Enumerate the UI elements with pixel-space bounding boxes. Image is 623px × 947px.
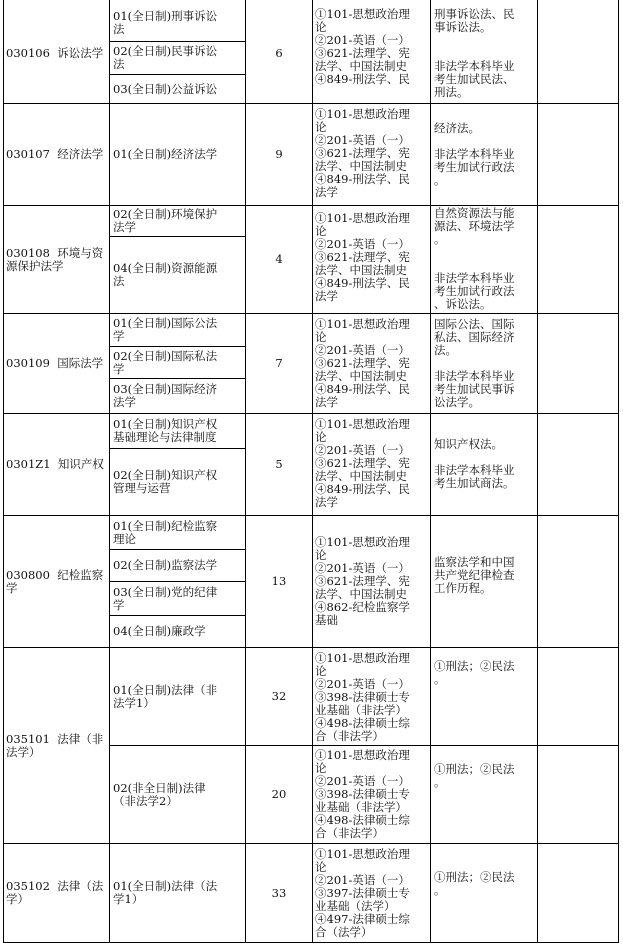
exam-subjects: ①101-思想政治理 论 ②201-英语（一） ③621-法理学、宪 法学、中国法制史 ④862-纪检监察学 基础 bbox=[315, 535, 410, 627]
direction-cell: 02(全日制)民事诉讼 法 bbox=[113, 44, 218, 71]
notes-cell: 知识产权法。 非法学本科毕业 考生加试商法。 bbox=[434, 438, 515, 490]
enrollment-count: 7 bbox=[275, 356, 283, 370]
enrollment-count: 5 bbox=[275, 457, 283, 471]
exam-subjects: ①101-思想政治理 论 ②201-英语（一） ③621-法理学、宪 法学、中国法制史 ④849-刑法学、民 法学 bbox=[315, 318, 410, 409]
enrollment-count: 9 bbox=[275, 147, 283, 161]
direction-cell: 02(非全日制)法律 （非法学2） bbox=[113, 780, 206, 808]
direction-cell: 03(全日制)国际经济 法学 bbox=[113, 382, 218, 409]
major-code-cell: 030800 纪检监察 学 bbox=[6, 567, 104, 595]
major-code-cell: 030106 诉讼法学 bbox=[6, 46, 104, 60]
exam-subjects: ①101-思想政治理 论 ②201-英语（一） ③397-法律硕士专 业基础（法学） ④497-法律硕士综 合（法学） bbox=[315, 848, 410, 939]
enrollment-count: 33 bbox=[271, 885, 287, 900]
enrollment-count: 32 bbox=[271, 689, 287, 703]
exam-subjects: ①101-思想政治理 论 ②201-英语（一） ③398-法律硕士专 业基础（非法学） ④498-法律硕士综 合（非法学） bbox=[315, 749, 410, 840]
enrollment-count: 6 bbox=[275, 46, 283, 60]
exam-subjects: ①101-思想政治理 论 ②201-英语（一） ③621-法理学、宪 法学、中国法制史 ④849-刑法学、民 法学 bbox=[315, 108, 410, 199]
direction-cell: 01(全日制)经济法学 bbox=[113, 147, 218, 161]
direction-cell: 04(全日制)廉政学 bbox=[113, 624, 206, 638]
col-divider bbox=[109, 0, 110, 943]
col-divider bbox=[312, 0, 313, 943]
notes-cell: 自然资源法与能 源法、环境法学 。 非法学本科毕业 考生加试行政法 、诉讼法。 bbox=[434, 207, 515, 311]
direction-cell: 01(全日制)纪检监察 理论 bbox=[113, 518, 218, 546]
exam-subjects: ①101-思想政治理 论 ②201-英语（一） ③621-法理学、宪 法学、中国法制史 ④849-刑法学、民 法学 bbox=[315, 212, 410, 303]
direction-cell: 02(全日制)知识产权 管理与运营 bbox=[113, 468, 218, 495]
direction-cell: 03(全日制)党的纪律 学 bbox=[113, 584, 218, 612]
major-code-cell: 030107 经济法学 bbox=[6, 147, 104, 161]
major-code-cell: 035101 法律（非 法学） bbox=[6, 731, 104, 759]
exam-subjects: ①101-思想政治理 论 ②201-英语（一） ③621-法理学、宪 法学、中国法制史 ④849-刑法学、民 法学 bbox=[315, 418, 410, 509]
direction-cell: 02(全日制)监察法学 bbox=[113, 558, 218, 572]
col-divider bbox=[537, 0, 538, 943]
notes-cell: ①刑法；②民法 。 bbox=[434, 659, 515, 686]
direction-cell: 04(全日制)资源能源 法 bbox=[113, 261, 218, 288]
exam-subjects: ①101-思想政治理 论 ②201-英语（一） ③621-法理学、宪 法学、中国法制史 ④849-刑法学、民 bbox=[315, 8, 410, 86]
major-code-cell: 030108 环境与资 源保护法学 bbox=[6, 245, 104, 273]
enrollment-count: 4 bbox=[275, 252, 283, 266]
major-code-cell: 035102 法律（法 学） bbox=[6, 879, 104, 906]
notes-cell: 经济法。 非法学本科毕业 考生加试行政法 。 bbox=[434, 122, 515, 187]
notes-cell: 刑事诉讼法、民 事诉讼法。 非法学本科毕业 考生加试民法、 刑法。 bbox=[434, 8, 515, 99]
enrollment-count: 13 bbox=[271, 574, 287, 588]
exam-subjects: ①101-思想政治理 论 ②201-英语（一） ③398-法律硕士专 业基础（非法学） ④498-法律硕士综 合（非法学） bbox=[315, 652, 410, 743]
notes-cell: ①刑法；②民法 。 bbox=[434, 870, 515, 897]
direction-cell: 02(全日制)环境保护 法学 bbox=[113, 207, 218, 234]
notes-cell: 国际公法、国际 私法、国际经济 法。 非法学本科毕业 考生加试民事诉 讼法学。 bbox=[434, 318, 515, 409]
table-border-right bbox=[618, 0, 619, 943]
major-code-cell: 030109 国际法学 bbox=[6, 356, 104, 370]
col-divider bbox=[430, 0, 431, 943]
direction-cell: 01(全日制)国际公法 学 bbox=[113, 316, 218, 343]
direction-cell: 03(全日制)公益诉讼 bbox=[113, 81, 218, 96]
table-border-left bbox=[3, 0, 4, 943]
notes-cell: 监察法学和中国 共产党纪律检查 工作历程。 bbox=[434, 556, 515, 595]
direction-cell: 01(全日制)法律（非 法学1） bbox=[113, 682, 218, 710]
direction-cell: 02(全日制)国际私法 学 bbox=[113, 348, 218, 376]
direction-cell: 01(全日制)刑事诉讼 法 bbox=[113, 8, 218, 36]
direction-cell: 01(全日制)知识产权 基础理论与法律制度 bbox=[113, 417, 218, 444]
table-border-bottom bbox=[3, 942, 619, 943]
major-code-cell: 0301Z1 知识产权 bbox=[6, 457, 104, 471]
direction-cell: 01(全日制)法律（法 学1） bbox=[113, 879, 218, 906]
enrollment-count: 20 bbox=[271, 787, 287, 801]
notes-cell: ①刑法；②民法 。 bbox=[434, 762, 515, 789]
